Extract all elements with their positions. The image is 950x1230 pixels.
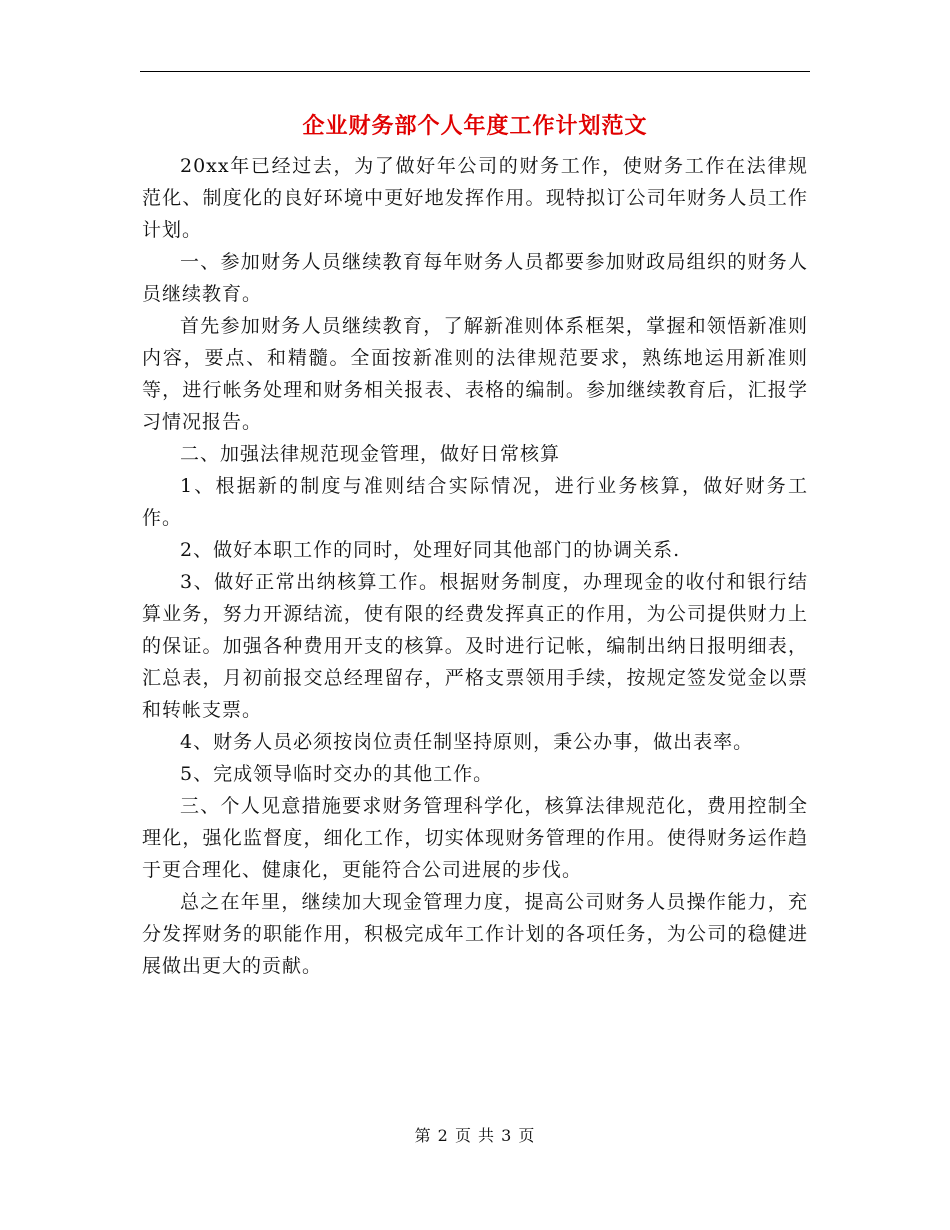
paragraph-section-1-body: 首先参加财务人员继续教育，了解新准则体系框架，掌握和领悟新准则内容，要点、和精髓。全面按新准则的法律规范要求，熟练地运用新准则等，进行帐务处理和财务相关报表、表格的编制。参加继续教育后，汇报学习情况报告。 (142, 315, 808, 433)
paragraph-section-1-heading: 一、参加财务人员继续教育每年财务人员都要参加财政局组织的财务人员继续教育。 (142, 251, 808, 305)
paragraph-intro: 20xx年已经过去，为了做好年公司的财务工作，使财务工作在法律规范化、制度化的良好环境中更好地发挥作用。现特拟订公司年财务人员工作计划。 (142, 155, 808, 241)
paragraph-item-5: 5、完成领导临时交办的其他工作。 (180, 763, 494, 785)
paragraph-section-3: 三、个人见意措施要求财务管理科学化，核算法律规范化，费用控制全理化，强化监督度，细化工作，切实体现财务管理的作用。使得财务运作趋于更合理化、健康化，更能符合公司进展的步伐。 (142, 795, 808, 881)
paragraph-item-4: 4、财务人员必须按岗位责任制坚持原则，秉公办事，做出表率。 (180, 731, 754, 753)
paragraph-item-2: 2、做好本职工作的同时，处理好同其他部门的协调关系. (180, 539, 681, 561)
header-rule (140, 71, 810, 72)
paragraph-section-2-heading: 二、加强法律规范现金管理，做好日常核算 (180, 443, 561, 465)
paragraph-item-3: 3、做好正常出纳核算工作。根据财务制度，办理现金的收付和银行结算业务，努力开源结流，使有限的经费发挥真正的作用，为公司提供财力上的保证。加强各种费用开支的核算。及时进行记帐，编制出纳日报明细表，汇总表，月初前报交总经理留存，严格支票领用手续，按规定签发觉金以票和转帐支票。 (142, 571, 808, 721)
paragraph-conclusion: 总之在年里，继续加大现金管理力度，提高公司财务人员操作能力，充分发挥财务的职能作用，积极完成年工作计划的各项任务，为公司的稳健进展做出更大的贡献。 (142, 891, 808, 977)
document-body (142, 150, 808, 982)
page-number-footer: 第 2 页 共 3 页 (414, 1126, 536, 1145)
document-title: 企业财务部个人年度工作计划范文 (302, 113, 648, 139)
paragraph-item-1: 1、根据新的制度与准则结合实际情况，进行业务核算，做好财务工作。 (142, 475, 808, 529)
